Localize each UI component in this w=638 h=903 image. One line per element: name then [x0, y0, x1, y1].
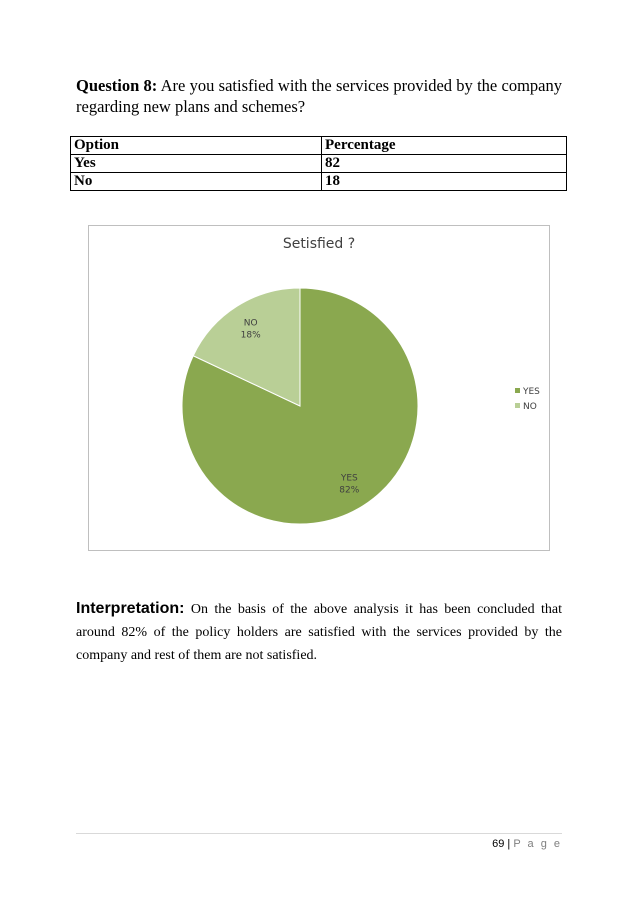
header-percentage: Percentage	[322, 137, 567, 155]
question-body: Are you satisfied with the services provided by the company regarding new plans and schemes?	[76, 76, 562, 116]
question-text	[76, 75, 562, 117]
footer-separator: |	[504, 838, 514, 850]
data-label-name: YES	[340, 473, 358, 484]
pie-chart	[89, 226, 549, 550]
chart-title: Setisfied ?	[282, 236, 356, 252]
cell-option: Yes	[71, 155, 322, 173]
table-row	[71, 155, 567, 173]
cell-percentage: 82	[322, 155, 567, 173]
data-label-percent: 18%	[240, 330, 261, 341]
table-row	[71, 173, 567, 191]
header-option: Option	[71, 137, 322, 155]
interpretation-paragraph	[76, 597, 562, 667]
chart-area	[88, 225, 550, 551]
question-number: Question 8:	[76, 76, 158, 95]
interpretation-text: On the basis of the above analysis it has been concluded that around 82% of the policy holders are satisfied with the services provided by the company and rest of them are not satisfied.	[76, 602, 562, 663]
data-label-name: NO	[243, 318, 258, 329]
footer-divider	[76, 833, 562, 834]
page-word: P a g e	[513, 838, 562, 850]
page-number: 69	[492, 838, 505, 850]
cell-option: No	[71, 173, 322, 191]
legend-swatch	[515, 403, 520, 408]
data-label-percent: 82%	[339, 485, 360, 496]
legend-label: YES	[523, 387, 540, 397]
options-table	[70, 136, 567, 191]
page-footer	[492, 838, 562, 850]
legend-label: NO	[523, 402, 537, 412]
cell-percentage: 18	[322, 173, 567, 191]
table-header-row	[71, 137, 567, 155]
legend-swatch	[515, 388, 520, 393]
interpretation-label: Interpretation:	[76, 600, 185, 617]
